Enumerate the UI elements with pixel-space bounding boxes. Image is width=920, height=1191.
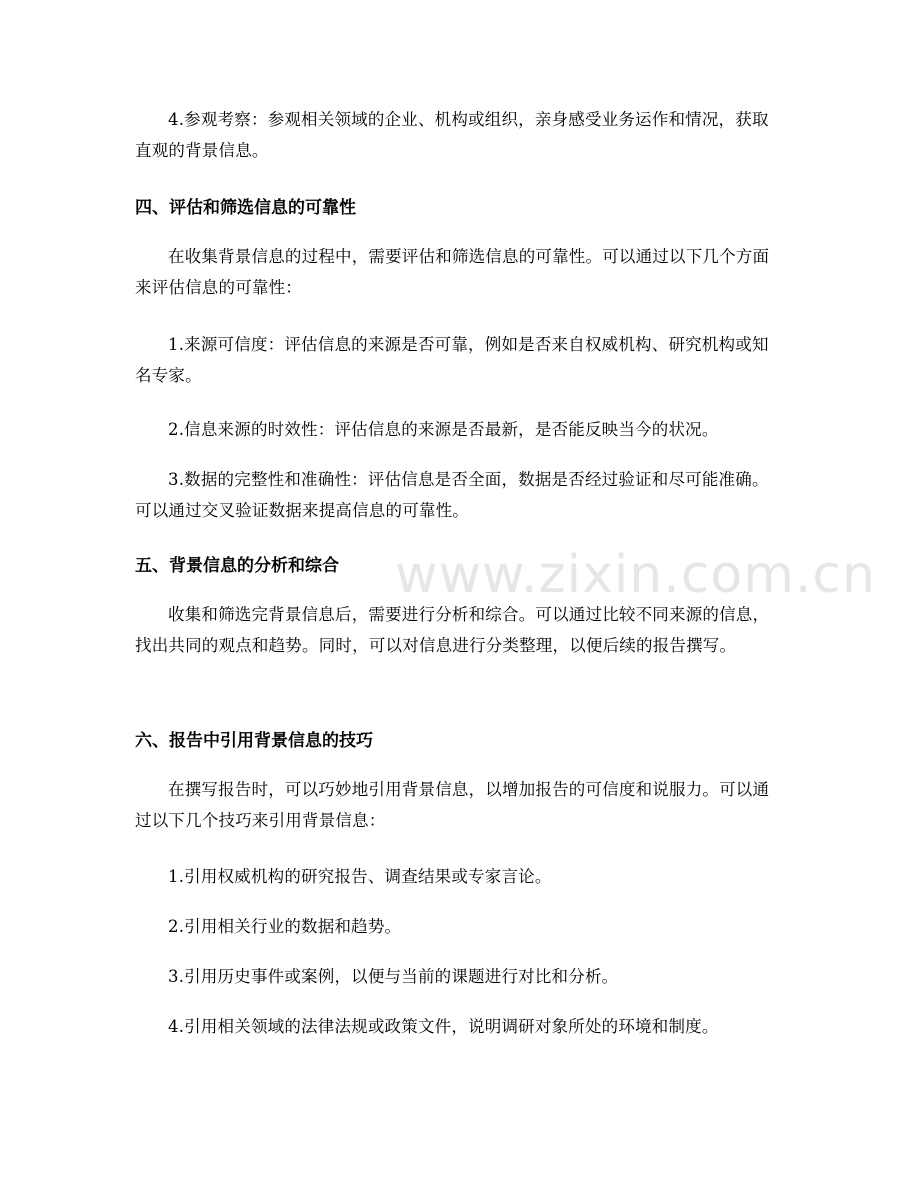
paragraph-citation-intro: 在撰写报告时，可以巧妙地引用背景信息，以增加报告的可信度和说服力。可以通过以下几个技巧来引用背景信息： [135, 780, 770, 830]
list-item-cite-industry: 2.引用相关行业的数据和趋势。 [168, 917, 402, 936]
section-heading-reliability: 四、评估和筛选信息的可靠性 [135, 198, 356, 218]
list-item-cite-law: 4.引用相关领域的法律法规或政策文件，说明调研对象所处的环境和制度。 [168, 1017, 719, 1036]
paragraph-analysis: 收集和筛选完背景信息后，需要进行分析和综合。可以通过比较不同来源的信息，找出共同的观点和趋势。同时，可以对信息进行分类整理，以便后续的报告撰写。 [135, 605, 770, 655]
list-item-completeness: 3.数据的完整性和准确性：评估信息是否全面，数据是否经过验证和尽可能准确。可以通过交叉验证数据来提高信息的可靠性。 [135, 470, 769, 520]
list-item-source-credibility: 1.来源可信度：评估信息的来源是否可靠，例如是否来自权威机构、研究机构或知名专家。 [135, 335, 769, 385]
watermark: www.zixin.com.cn [395, 545, 876, 605]
paragraph-site-visit: 4.参观考察：参观相关领域的企业、机构或组织，亲身感受业务运作和情况，获取直观的背景信息。 [135, 110, 769, 160]
list-item-cite-authority: 1.引用权威机构的研究报告、调查结果或专家言论。 [168, 867, 552, 886]
list-item-cite-history: 3.引用历史事件或案例，以便与当前的课题进行对比和分析。 [168, 967, 619, 986]
list-item-timeliness: 2.信息来源的时效性：评估信息的来源是否最新，是否能反映当今的状况。 [168, 420, 719, 439]
section-heading-analysis: 五、背景信息的分析和综合 [135, 556, 339, 576]
paragraph-reliability-intro: 在收集背景信息的过程中，需要评估和筛选信息的可靠性。可以通过以下几个方面来评估信息的可靠性： [135, 247, 770, 297]
section-heading-citation-tips: 六、报告中引用背景信息的技巧 [135, 731, 373, 751]
